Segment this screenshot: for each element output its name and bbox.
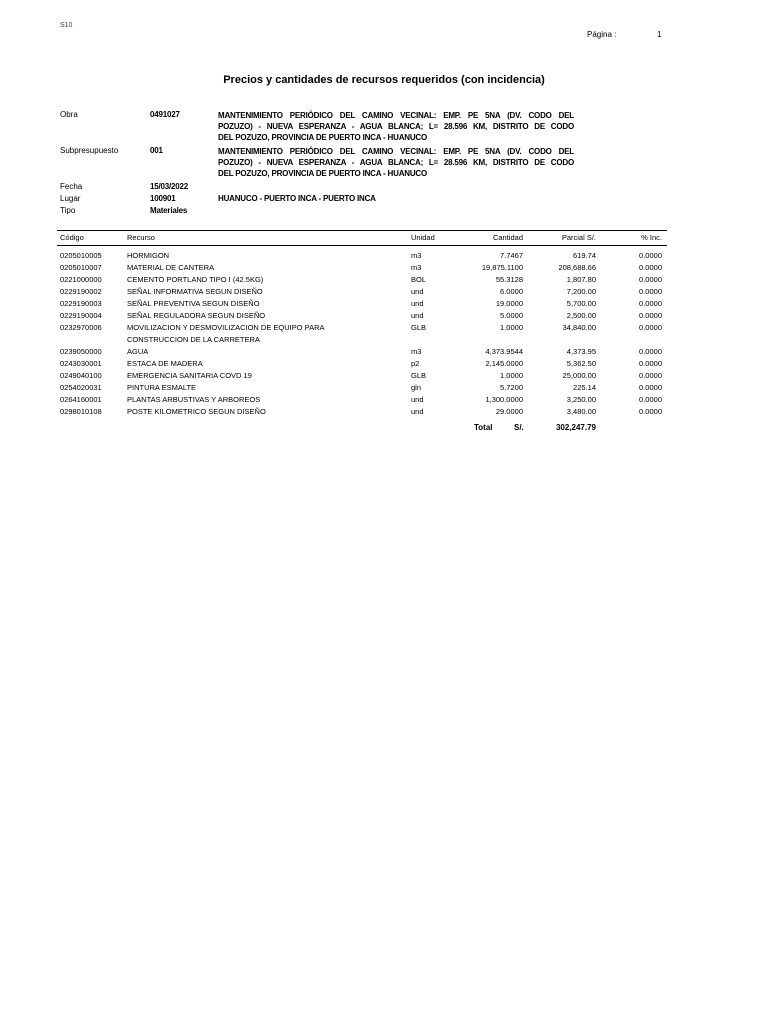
row-resource: CEMENTO PORTLAND TIPO I (42.5KG) [127, 275, 264, 284]
row-parcial: 4,373.95 [566, 347, 596, 356]
report-code: S10 [60, 22, 73, 29]
report-title: Precios y cantidades de recursos requeridos (con incidencia) [223, 74, 545, 86]
column-header-unidad: Unidad [411, 233, 435, 242]
subpresupuesto-desc-line: DEL POZUZO, PROVINCIA DE PUERTO INCA - HUANUCO [218, 169, 428, 178]
row-unit: und [411, 299, 424, 308]
row-resource: ESTACA DE MADERA [127, 359, 203, 368]
table-row [0, 395, 768, 407]
row-quantity: 2,145.0000 [485, 359, 523, 368]
row-resource: PLANTAS ARBUSTIVAS Y ARBOREOS [127, 395, 261, 404]
row-code: 0239050000 [60, 347, 102, 356]
row-code: 0205010005 [60, 251, 102, 260]
row-parcial: 5,362.50 [566, 359, 596, 368]
table-row [0, 371, 768, 383]
row-resource: MOVILIZACION Y DESMOVILIZACION DE EQUIPO PARA [127, 323, 325, 332]
table-top-rule [57, 230, 667, 231]
subpresupuesto-label: Subpresupuesto [60, 146, 119, 155]
row-incidence: 0.0000 [639, 251, 662, 260]
row-resource: SEÑAL REGULADORA SEGUN DISEÑO [127, 311, 266, 320]
row-unit: GLB [411, 371, 427, 380]
row-incidence: 0.0000 [639, 299, 662, 308]
row-parcial: 34,840.00 [562, 323, 596, 332]
page-number: 1 [657, 30, 662, 39]
row-unit: m3 [411, 263, 422, 272]
row-code: 0232970006 [60, 323, 102, 332]
table-row [0, 323, 768, 335]
row-parcial: 2,500.00 [566, 311, 596, 320]
tipo-value: Materiales [150, 206, 188, 215]
row-unit: GLB [411, 323, 427, 332]
row-parcial: 5,700.00 [566, 299, 596, 308]
row-incidence: 0.0000 [639, 311, 662, 320]
table-row [0, 263, 768, 275]
obra-desc-line: MANTENIMIENTO PERIÓDICO DEL CAMINO VECINAL: EMP. PE 5NA (DV. CODO DEL [218, 111, 574, 120]
table-header-rule [57, 245, 667, 246]
row-incidence: 0.0000 [639, 407, 662, 416]
row-parcial: 1,807.80 [566, 275, 596, 284]
row-resource: HORMIGON [127, 251, 170, 260]
table-row [0, 299, 768, 311]
row-parcial: 3,480.00 [566, 407, 596, 416]
row-quantity: 5.0000 [500, 311, 523, 320]
row-parcial: 208,688.66 [558, 263, 596, 272]
row-resource: POSTE KILOMETRICO SEGUN DISEÑO [127, 407, 266, 416]
row-unit: m3 [411, 347, 422, 356]
row-unit: und [411, 311, 424, 320]
row-code: 0229190004 [60, 311, 102, 320]
row-quantity: 55.3128 [495, 275, 523, 284]
row-incidence: 0.0000 [639, 263, 662, 272]
column-header-cantidad: Cantidad [492, 233, 523, 242]
table-row [0, 407, 768, 419]
row-incidence: 0.0000 [639, 347, 662, 356]
row-parcial: 3,250.00 [566, 395, 596, 404]
row-quantity: 1.0000 [500, 323, 523, 332]
subpresupuesto-code: 001 [150, 146, 163, 155]
row-resource: SEÑAL INFORMATIVA SEGUN DISEÑO [127, 287, 263, 296]
table-row [0, 287, 768, 299]
subpresupuesto-description [218, 146, 574, 179]
fecha-label: Fecha [60, 182, 83, 191]
row-code: 0229190002 [60, 287, 102, 296]
page-label: Página : [587, 30, 617, 39]
column-header-codigo: Código [60, 233, 84, 242]
obra-code: 0491027 [150, 110, 180, 119]
lugar-value: HUANUCO - PUERTO INCA - PUERTO INCA [218, 194, 376, 203]
total-value: 302,247.79 [555, 423, 596, 432]
row-incidence: 0.0000 [639, 371, 662, 380]
lugar-label: Lugar [60, 194, 81, 203]
row-quantity: 1,300.0000 [485, 395, 523, 404]
row-resource: SEÑAL PREVENTIVA SEGUN DISEÑO [127, 299, 260, 308]
row-code: 0249040100 [60, 371, 102, 380]
table-row [0, 311, 768, 323]
row-quantity: 29.0000 [495, 407, 523, 416]
row-incidence: 0.0000 [639, 323, 662, 332]
fecha-value: 15/03/2022 [150, 182, 189, 191]
row-quantity: 7.7467 [500, 251, 523, 260]
row-quantity: 19.0000 [495, 299, 523, 308]
row-resource: EMERGENCIA SANITARIA COVD 19 [127, 371, 252, 380]
row-resource: AGUA [127, 347, 149, 356]
row-quantity: 1.0000 [500, 371, 523, 380]
row-code: 0243030001 [60, 359, 102, 368]
subpresupuesto-desc-line: MANTENIMIENTO PERIÓDICO DEL CAMINO VECINAL: EMP. PE 5NA (DV. CODO DEL [218, 147, 574, 156]
table-row [0, 359, 768, 371]
row-unit: und [411, 407, 424, 416]
row-unit: gln [411, 383, 422, 392]
table-row [0, 383, 768, 395]
row-code: 0264160001 [60, 395, 102, 404]
row-incidence: 0.0000 [639, 275, 662, 284]
obra-description [218, 110, 574, 143]
row-code: 0221000000 [60, 275, 102, 284]
row-resource-continuation: CONSTRUCCION DE LA CARRETERA [127, 335, 260, 344]
table-row [0, 275, 768, 287]
column-header-incidencia: % Inc. [641, 233, 662, 242]
row-unit: und [411, 395, 424, 404]
row-quantity: 5.7200 [500, 383, 523, 392]
total-label: Total [474, 423, 493, 432]
row-resource: MATERIAL DE CANTERA [127, 263, 215, 272]
row-code: 0298010108 [60, 407, 102, 416]
row-quantity: 19,875.1100 [481, 263, 523, 272]
obra-desc-line: DEL POZUZO, PROVINCIA DE PUERTO INCA - HUANUCO [218, 133, 428, 142]
row-unit: m3 [411, 251, 422, 260]
obra-desc-line: POZUZO) - NUEVA ESPERANZA - AGUA BLANCA; L= 28.596 KM, DISTRITO DE CODO [218, 122, 574, 131]
row-incidence: 0.0000 [639, 383, 662, 392]
column-header-recurso: Recurso [127, 233, 155, 242]
row-unit: BOL [411, 275, 427, 284]
row-unit: p2 [411, 359, 420, 368]
row-parcial: 619.74 [573, 251, 596, 260]
row-resource: PINTURA ESMALTE [127, 383, 197, 392]
lugar-code: 100901 [150, 194, 176, 203]
row-quantity: 6.0000 [500, 287, 523, 296]
row-code: 0229190003 [60, 299, 102, 308]
row-quantity: 4,373.9544 [485, 347, 523, 356]
table-row [0, 347, 768, 359]
row-code: 0205010007 [60, 263, 102, 272]
row-incidence: 0.0000 [639, 359, 662, 368]
row-parcial: 25,000.00 [562, 371, 596, 380]
obra-label: Obra [60, 110, 78, 119]
row-unit: und [411, 287, 424, 296]
row-code: 0254020031 [60, 383, 102, 392]
subpresupuesto-desc-line: POZUZO) - NUEVA ESPERANZA - AGUA BLANCA; L= 28.596 KM, DISTRITO DE CODO [218, 158, 574, 167]
row-parcial: 225.14 [573, 383, 596, 392]
table-row [0, 251, 768, 263]
tipo-label: Tipo [60, 206, 76, 215]
total-currency: S/. [514, 423, 524, 432]
row-incidence: 0.0000 [639, 395, 662, 404]
row-parcial: 7,200.00 [566, 287, 596, 296]
row-incidence: 0.0000 [639, 287, 662, 296]
column-header-parcial: Parcial S/. [561, 233, 596, 242]
table-row-continuation [0, 335, 768, 347]
